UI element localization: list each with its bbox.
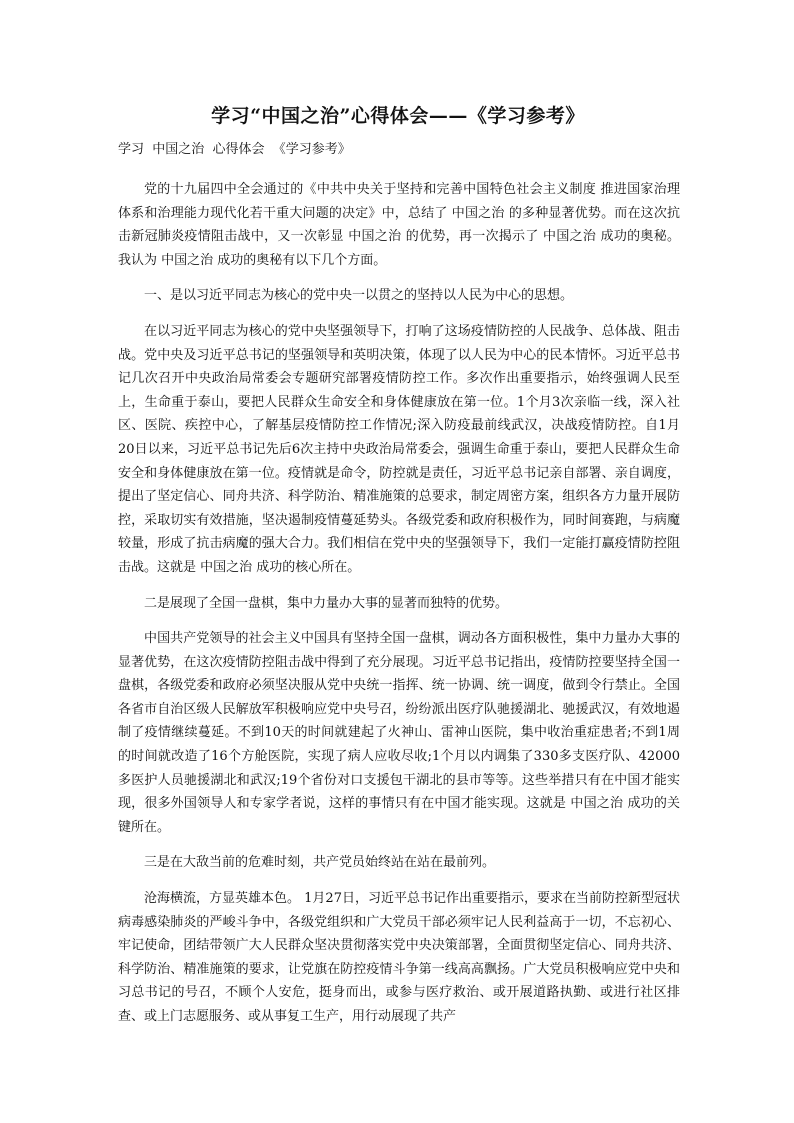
document-title: 学习“中国之治”心得体会——《学习参考》 — [211, 105, 585, 127]
section-3-heading: 三是在大敌当前的危难时刻，共产党员始终站在站在最前列。 — [144, 855, 496, 871]
section-2-paragraph: 中国共产党领导的社会主义中国具有坚持全国一盘棋，调动各方面积极性，集中力量办大事的显著优势，在这次疫情防控阻击战中得到了充分展现。习近平总书记指出，疫情防控要坚持全国一盘棋，各级党委和政府必须坚决服从党中央统一指挥、统一协调、统一调度，做到令行禁止。全国各省市自治区级人民解放军积极响应党中央号召，纷纷派出医疗队驰援湖北、驰援武汉，有效地遏制了疫情继续蔓延。不到10天的时间就建起了火神山、雷神山医院，集中收治重症患者;不到1周的时间就改造了16个方舱医院，实现了病人应收尽收;1个月以内调集了330多支医疗队、42000多医护人员驰援湖北和武汉;19个省份对口支援包干湖北的县市等等。这些举措只有在中国才能实现，很多外国领导人和专家学者说，这样的事情只有在中国才能实现。这就是 中国之治 成功的关键所在。 — [118, 631, 680, 835]
document-body — [118, 178, 680, 1041]
section-1-paragraph: 在以习近平同志为核心的党中央坚强领导下，打响了这场疫情防控的人民战争、总体战、阻击战。党中央及习近平总书记的坚强领导和英明决策，体现了以人民为中心的民本情怀。习近平总书记几次召开中央政治局常委会专题研究部署疫情防控工作。多次作出重要指示，始终强调人民至上，生命重于泰山，要把人民群众生命安全和身体健康放在第一位。1个月3次亲临一线，深入社区、医院、疾控中心，了解基层疫情防控工作情况;深入防疫最前线武汉，决战疫情防控。自1月20日以来，习近平总书记先后6次主持中央政治局常委会，强调生命重于泰山，要把人民群众生命安全和身体健康放在第一位。疫情就是命令，防控就是责任，习近平总书记亲自部署、亲自调度，提出了坚定信心、同舟共济、科学防治、精准施策的总要求，制定周密方案，组织各方力量开展防控，采取切实有效措施，坚决遏制疫情蔓延势头。各级党委和政府积极作为，同时间赛跑，与病魔较量，形成了抗击病魔的强大合力。我们相信在党中央的坚强领导下，我们一定能打赢疫情防控阻击战。这就是 中国之治 成功的核心所在。 — [118, 323, 680, 575]
section-3-paragraph: 沧海横流，方显英雄本色。 1月27日，习近平总书记作出重要指示，要求在当前防控新型冠状病毒感染肺炎的严峻斗争中，各级党组织和广大党员干部必须牢记人民利益高于一切，不忘初心、牢记使命，团结带领广大人民群众坚决贯彻落实党中央决策部署，全面贯彻坚定信心、同舟共济、科学防治、精准施策的要求，让党旗在防控疫情斗争第一线高高飘扬。广大党员积极响应党中央和习总书记的号召，不顾个人安危，挺身而出，或参与医疗救治、或开展道路执勤、或进行社区排查、或上门志愿服务、或从事复工生产，用行动展现了共产 — [118, 891, 680, 1024]
intro-paragraph: 党的十九届四中全会通过的《中共中央关于坚持和完善中国特色社会主义制度 推进国家治理体系和治理能力现代化若干重大问题的决定》中，总结了 中国之治 的多种显著优势。而在这次抗击新冠肺炎疫情阻击战中，又一次彰显 中国之治 的优势，再一次揭示了 中国之治 成功的奥秘。我认为 中国之治 成功的奥秘有以下几个方面。 — [118, 182, 680, 268]
section-2-heading: 二是展现了全国一盘棋，集中力量办大事的显著而独特的优势。 — [144, 595, 509, 611]
document-keywords: 学习 中国之治 心得体会 《学习参考》 — [118, 142, 351, 157]
section-1-heading: 一、是以习近平同志为核心的党中央一以贯之的坚持以人民为中心的思想。 — [144, 288, 574, 304]
